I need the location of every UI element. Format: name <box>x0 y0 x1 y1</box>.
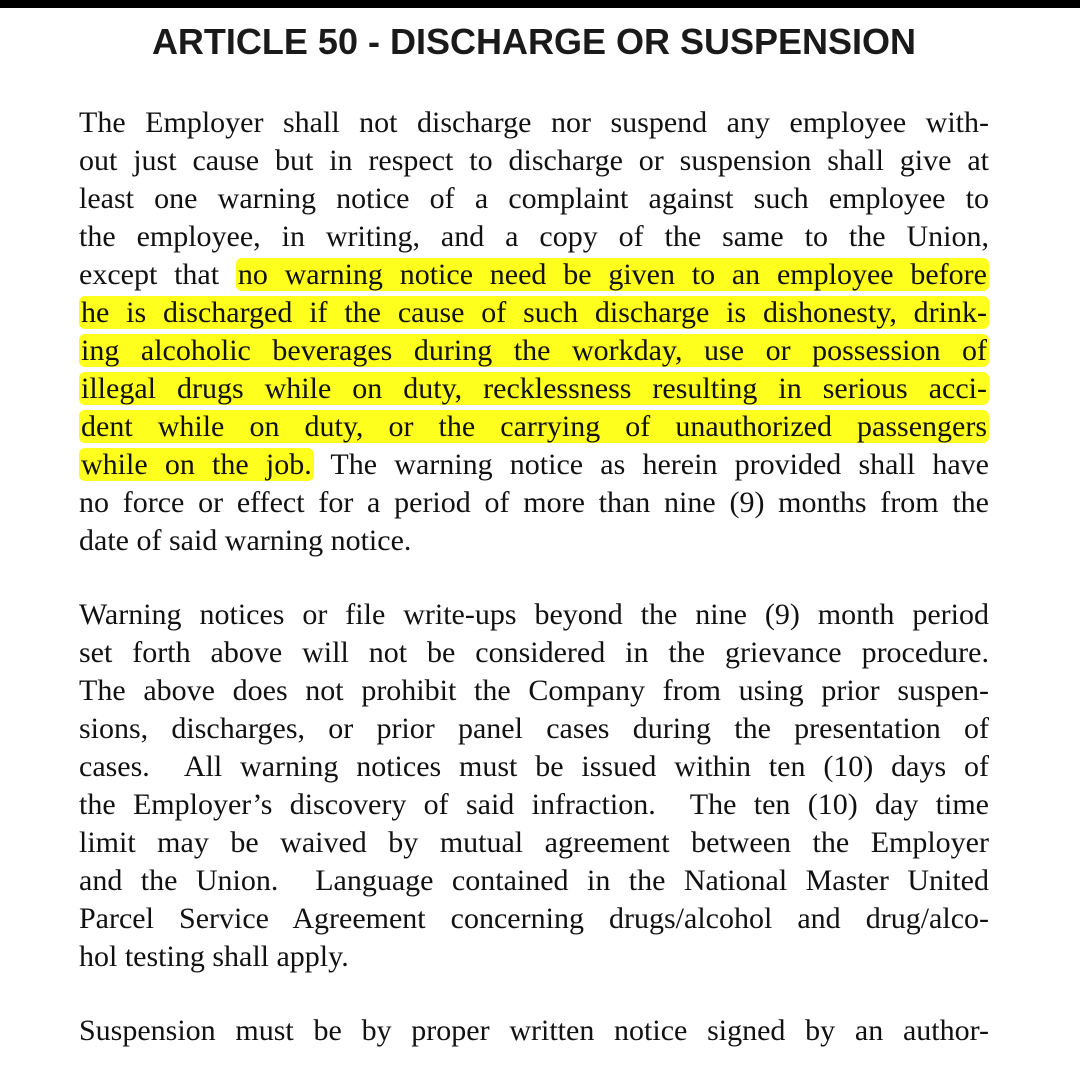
paragraph-warning-notices <box>79 596 989 976</box>
highlighted-text: no warning notice need be given to an employee before <box>237 258 987 291</box>
text-fragment: except that <box>79 258 236 291</box>
text-fragment: The warning notice as herein provided shall have <box>313 448 989 481</box>
text-line: least one warning notice of a complaint against such employee to <box>79 182 989 215</box>
text-line: date of said warning notice. <box>79 524 412 557</box>
highlighted-text: dent while on duty, or the carrying of unauthorized passengers <box>81 410 987 443</box>
text-line: the employee, in writing, and a copy of the same to the Union, <box>79 220 989 253</box>
text-line: The above does not prohibit the Company from using prior suspen- <box>79 674 989 707</box>
text-line <box>79 370 989 408</box>
text-line <box>79 446 989 484</box>
text-line: Suspension must be by proper written notice signed by an author- <box>79 1014 989 1047</box>
paragraph-discharge-rules <box>79 104 989 560</box>
text-line <box>79 332 989 370</box>
text-line: limit may be waived by mutual agreement between the Employer <box>79 826 989 859</box>
paragraph-suspension-notice <box>79 1012 989 1050</box>
text-line: hol testing shall apply. <box>79 940 349 973</box>
highlighted-text: illegal drugs while on duty, recklessness resulting in serious acci- <box>81 372 987 405</box>
text-line <box>79 256 989 294</box>
article-title: ARTICLE 50 - DISCHARGE OR SUSPENSION <box>151 21 917 62</box>
top-border-bar <box>0 0 1080 8</box>
highlighted-text: ing alcoholic beverages during the workday, use or possession of <box>81 334 987 367</box>
text-line: cases. All warning notices must be issued within ten (10) days of <box>79 750 989 783</box>
text-line <box>79 408 989 446</box>
text-line <box>79 294 989 332</box>
text-line: Parcel Service Agreement concerning drugs/alcohol and drug/alco- <box>79 902 989 935</box>
highlighted-text: he is discharged if the cause of such discharge is dishonesty, drink- <box>81 296 987 329</box>
text-line: and the Union. Language contained in the National Master United <box>79 864 989 897</box>
document-page <box>79 8 989 1050</box>
text-line: sions, discharges, or prior panel cases during the presentation of <box>79 712 989 745</box>
text-line: The Employer shall not discharge nor suspend any employee with- <box>79 106 989 139</box>
text-line: set forth above will not be considered in the grievance procedure. <box>79 636 989 669</box>
text-line: Warning notices or file write-ups beyond the nine (9) month period <box>79 598 989 631</box>
text-line: out just cause but in respect to discharge or suspension shall give at <box>79 144 989 177</box>
text-line: the Employer’s discovery of said infraction. The ten (10) day time <box>79 788 989 821</box>
text-line: no force or effect for a period of more than nine (9) months from the <box>79 486 989 519</box>
highlighted-text: while on the job. <box>81 448 312 481</box>
